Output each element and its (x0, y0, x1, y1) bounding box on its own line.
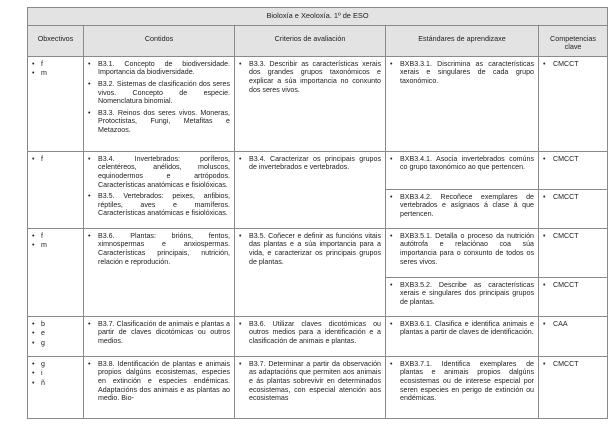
competences-cell (539, 228, 608, 277)
contents-cell (84, 356, 235, 418)
competences-cell (539, 56, 608, 151)
competence-item: • CMCCT (543, 360, 603, 369)
header-standards: Estándares de aprendizaxe (386, 25, 539, 56)
standards-cell (386, 277, 539, 316)
objectives-cell (28, 151, 84, 228)
criteria-cell (235, 316, 386, 356)
competences-cell (539, 277, 608, 316)
competences-cell (539, 151, 608, 189)
objective-item: • g (32, 360, 79, 369)
standard-item: • BXB3.4.2. Recoñece exemplares de vertebrados e asígnaos á clase á que pertencen. (390, 193, 534, 219)
table-row (28, 316, 608, 356)
table-row (28, 356, 608, 418)
standard-item: • BXB3.5.1. Detalla o proceso da nutrición autótrofa e relaciónao coa súa importancia para o conxunto de todos os seres vivos. (390, 232, 534, 266)
standards-cell (386, 189, 539, 228)
competence-item: • CMCCT (543, 155, 603, 164)
criterion-item: • B3.6. Utilizar claves dicotómicas ou outros medios para a identificación e a clasificación de animais e plantas. (239, 320, 381, 346)
competence-item: • CMCCT (543, 60, 603, 69)
standards-cell (386, 56, 539, 151)
table-row (28, 56, 608, 151)
header-contents: Contidos (84, 25, 235, 56)
header-competences: Competencias clave (539, 25, 608, 56)
contents-cell (84, 316, 235, 356)
objective-item: • e (32, 329, 79, 338)
competence-item: • CMCCT (543, 193, 603, 202)
objective-item: • f (32, 60, 79, 69)
objective-item: • m (32, 241, 79, 250)
standard-item: • BXB3.6.1. Clasifica e identifica animais e plantas a partir de claves de identificación. (390, 320, 534, 337)
table-row (28, 151, 608, 189)
competence-item: • CAA (543, 320, 603, 329)
competences-cell (539, 316, 608, 356)
standard-item: • BXB3.7.1. Identifica exemplares de plantas e animais propios dalgúns ecosistemas ou de interese especial por seren especies en perigo de extinción ou endémicas. (390, 360, 534, 403)
standards-cell (386, 151, 539, 189)
competences-cell (539, 189, 608, 228)
criteria-cell (235, 151, 386, 228)
curriculum-table (27, 7, 608, 419)
contents-cell (84, 56, 235, 151)
content-item: • B3.3. Reinos dos seres vivos. Moneras, Protoctistas, Fungi, Metafitas e Metazoos. (88, 109, 230, 135)
content-item: • B3.2. Sistemas de clasificación dos seres vivos. Concepto de especie. Nomenclatura binomial. (88, 80, 230, 106)
criterion-item: • B3.5. Coñecer e definir as funcións vitais das plantas e a súa importancia para a vida, e caracterizar os principais grupos de plantas. (239, 232, 381, 266)
criteria-cell (235, 356, 386, 418)
objective-item: • b (32, 320, 79, 329)
table-title: Bioloxía e Xeoloxía. 1º de ESO (28, 8, 608, 26)
objective-item: • ñ (32, 379, 79, 388)
content-item: • B3.1. Concepto de biodiversidade. Importancia da biodiversidade. (88, 60, 230, 77)
header-row (28, 25, 608, 56)
criterion-item: • B3.4. Caracterizar os principais grupos de invertebrados e vertebrados. (239, 155, 381, 172)
objective-item: • m (32, 69, 79, 78)
title-row (28, 8, 608, 26)
standard-item: • BXB3.4.1. Asocia invertebrados comúns co grupo taxonómico ao que pertencen. (390, 155, 534, 172)
criteria-cell (235, 228, 386, 316)
objective-item: • f (32, 232, 79, 241)
standards-cell (386, 316, 539, 356)
content-item: • B3.6. Plantas: brións, fentos, ximnospermas e anxiospermas. Características principais, nutrición, relación e reprodución. (88, 232, 230, 266)
objective-item: • i (32, 369, 79, 378)
standard-item: • BXB3.5.2. Describe as características xerais e singulares dos principais grupos de plantas. (390, 281, 534, 307)
competence-item: • CMCCT (543, 281, 603, 290)
standards-cell (386, 228, 539, 277)
objectives-cell (28, 316, 84, 356)
objective-item: • g (32, 339, 79, 348)
objectives-cell (28, 56, 84, 151)
content-item: • B3.4. Invertebrados: poríferos, celentéreos, anélidos, moluscos, equinodermos e artrópodos. Características anatómicas e fisiolóxicas. (88, 155, 230, 189)
header-objectives: Obxectivos (28, 25, 84, 56)
contents-cell (84, 228, 235, 316)
standards-cell (386, 356, 539, 418)
competences-cell (539, 356, 608, 418)
competence-item: • CMCCT (543, 232, 603, 241)
content-item: • B3.7. Clasificación de animais e plantas a partir de claves dicotómicas ou outros medios. (88, 320, 230, 346)
content-item: • B3.5. Vertebrados: peixes, anfibios, réptiles, aves e mamíferos. Características anatómicas e fisiolóxicas. (88, 192, 230, 218)
objectives-cell (28, 356, 84, 418)
content-item: • B3.8. Identificación de plantas e animais propios dalgúns ecosistemas, especies en extinción e especies endémicas. Adaptacións dos animais e as plantas ao medio. Bio- (88, 360, 230, 403)
objectives-cell (28, 228, 84, 316)
criteria-cell (235, 56, 386, 151)
objective-item: • f (32, 155, 79, 164)
contents-cell (84, 151, 235, 228)
criterion-item: • B3.3. Describir as características xerais dos grandes grupos taxonómicos e explicar a súa importancia no conxunto dos seres vivos. (239, 60, 381, 94)
criterion-item: • B3.7. Determinar a partir da observación as adaptacións que permiten aos animais e ás plantas sobrevivir en determinados ecosistemas, con especial atención aos ecosistemas (239, 360, 381, 403)
table-row (28, 228, 608, 277)
header-criteria: Criterios de avaliación (235, 25, 386, 56)
standard-item: • BXB3.3.1. Discrimina as características xerais e singulares de cada grupo taxonómico. (390, 60, 534, 86)
